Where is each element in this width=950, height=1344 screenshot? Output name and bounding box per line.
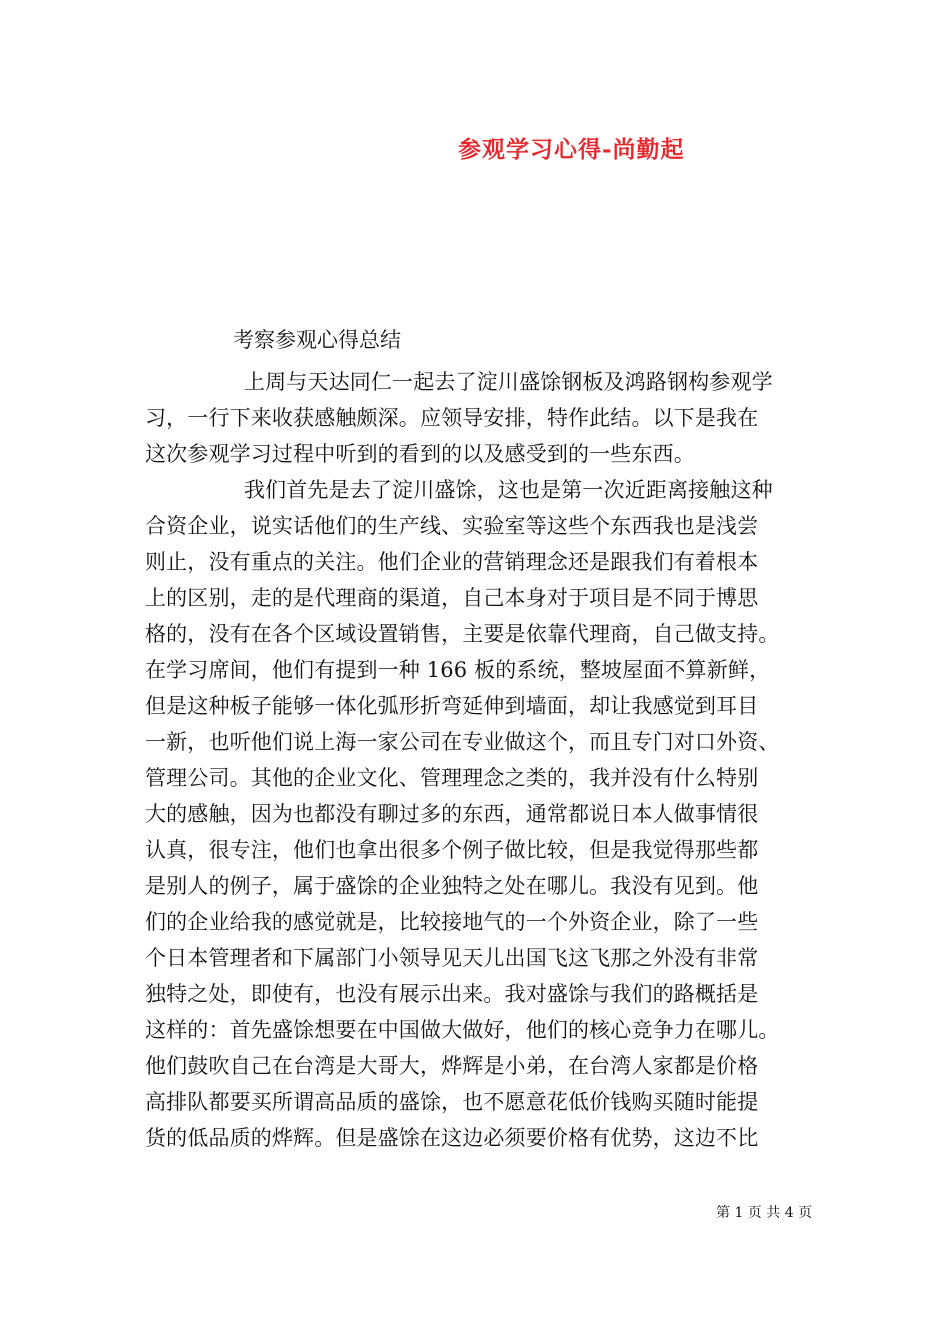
text-line: 习，一行下来收获感触颇深。应领导安排，特作此结。以下是我在 xyxy=(145,406,759,430)
text-line: 合资企业，说实话他们的生产线、实验室等这些个东西我也是浅尝 xyxy=(145,514,759,538)
text-line: 一新，也听他们说上海一家公司在专业做这个，而且专门对口外资、 xyxy=(145,730,780,754)
text-line: 在学习席间，他们有提到一种 166 板的系统，整坡屋面不算新鲜， xyxy=(145,658,771,682)
text-line: 这样的：首先盛馀想要在中国做大做好，他们的核心竞争力在哪儿。 xyxy=(145,1018,780,1042)
text-line: 独特之处，即使有，也没有展示出来。我对盛馀与我们的路概括是 xyxy=(145,982,759,1006)
text-line: 们的企业给我的感觉就是，比较接地气的一个外资企业，除了一些 xyxy=(145,910,759,934)
text-line: 他们鼓吹自己在台湾是大哥大，烨辉是小弟，在台湾人家都是价格 xyxy=(145,1054,759,1078)
text-line: 是别人的例子，属于盛馀的企业独特之处在哪儿。我没有见到。他 xyxy=(145,874,759,898)
text-line: 则止，没有重点的关注。他们企业的营销理念还是跟我们有着根本 xyxy=(145,550,759,574)
text-line: 上周与天达同仁一起去了淀川盛馀钢板及鸿路钢构参观学 xyxy=(244,370,773,394)
text-line: 我们首先是去了淀川盛馀，这也是第一次近距离接触这种 xyxy=(244,478,773,502)
text-line: 个日本管理者和下属部门小领导见天儿出国飞这飞那之外没有非常 xyxy=(145,946,759,970)
text-line: 但是这种板子能够一体化弧形折弯延伸到墙面，却让我感觉到耳目 xyxy=(145,694,759,718)
text-line: 管理公司。其他的企业文化、管理理念之类的，我并没有什么特别 xyxy=(145,766,759,790)
text-line: 大的感触，因为也都没有聊过多的东西，通常都说日本人做事情很 xyxy=(145,802,759,826)
document-subtitle: 考察参观心得总结 xyxy=(233,328,401,352)
text-line: 格的，没有在各个区域设置销售，主要是依靠代理商，自己做支持。 xyxy=(145,622,780,646)
document-title: 参观学习心得-尚勤起 xyxy=(458,136,685,163)
text-line: 这次参观学习过程中听到的看到的以及感受到的一些东西。 xyxy=(145,442,695,466)
text-line: 认真，很专注，他们也拿出很多个例子做比较，但是我觉得那些都 xyxy=(145,838,759,862)
page-number-footer: 第 1 页 共 4 页 xyxy=(716,1205,813,1221)
text-line: 上的区别，走的是代理商的渠道，自己本身对于项目是不同于博思 xyxy=(145,586,759,610)
text-line: 货的低品质的烨辉。但是盛馀在这边必须要价格有优势，这边不比 xyxy=(145,1126,759,1150)
text-line: 高排队都要买所谓高品质的盛馀，也不愿意花低价钱购买随时能提 xyxy=(145,1090,759,1114)
